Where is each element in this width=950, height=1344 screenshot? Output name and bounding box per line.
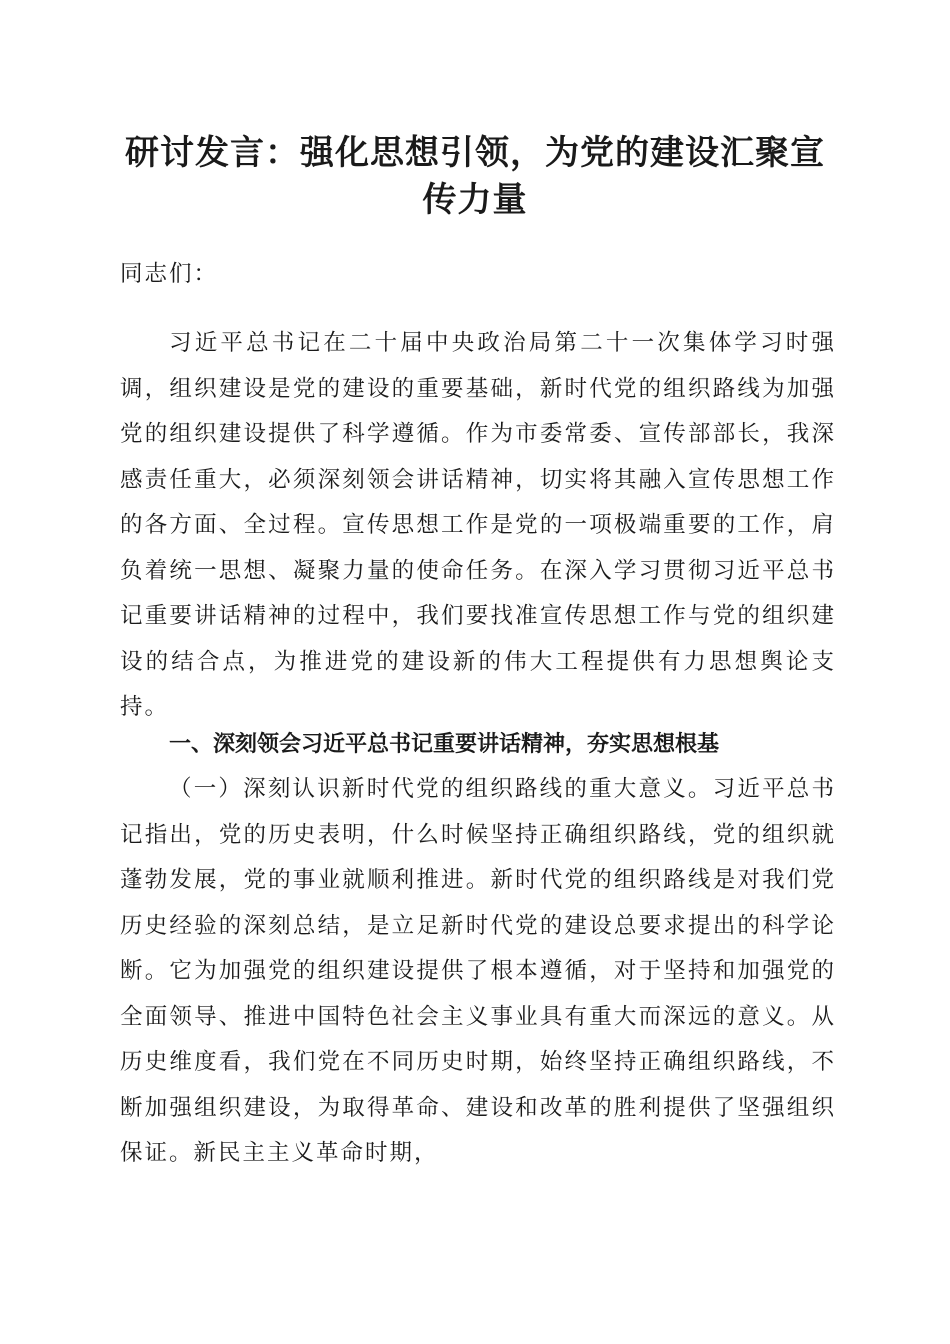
document-title: 研讨发言：强化思想引领，为党的建设汇聚宣传力量 [125, 133, 825, 220]
body-paragraph: （一）深刻认识新时代党的组织路线的重大意义。习近平总书记指出，党的历史表明，什么时候坚持正确组织路线，党的组织就蓬勃发展，党的事业就顺利推进。新时代党的组织路线是对我们党历史经验的深刻总结，是立足新时代党的建设总要求提出的科学论断。它为加强党的组织建设提供了根本遵循，对于坚持和加强党的全面领导、推进中国特色社会主义事业具有重大而深远的意义。从历史维度看，我们党在不同历史时期，始终坚持正确组织路线，不断加强组织建设，为取得革命、建设和改革的胜利提供了坚强组织保证。新民主主义革命时期， [120, 776, 836, 1166]
intro-paragraph: 习近平总书记在二十届中央政治局第二十一次集体学习时强调，组织建设是党的建设的重要基础，新时代党的组织路线为加强党的组织建设提供了科学遵循。作为市委常委、宣传部部长，我深感责任重大，必须深刻领会讲话精神，切实将其融入宣传思想工作的各方面、全过程。宣传思想工作是党的一项极端重要的工作，肩负着统一思想、凝聚力量的使命任务。在深入学习贯彻习近平总书记重要讲话精神的过程中，我们要找准宣传思想工作与党的组织建设的结合点，为推进党的建设新的伟大工程提供有力思想舆论支持。 [120, 330, 836, 720]
salutation: 同志们： [120, 261, 219, 287]
section-heading: 一、深刻领会习近平总书记重要讲话精神，夯实思想根基 [169, 732, 720, 757]
